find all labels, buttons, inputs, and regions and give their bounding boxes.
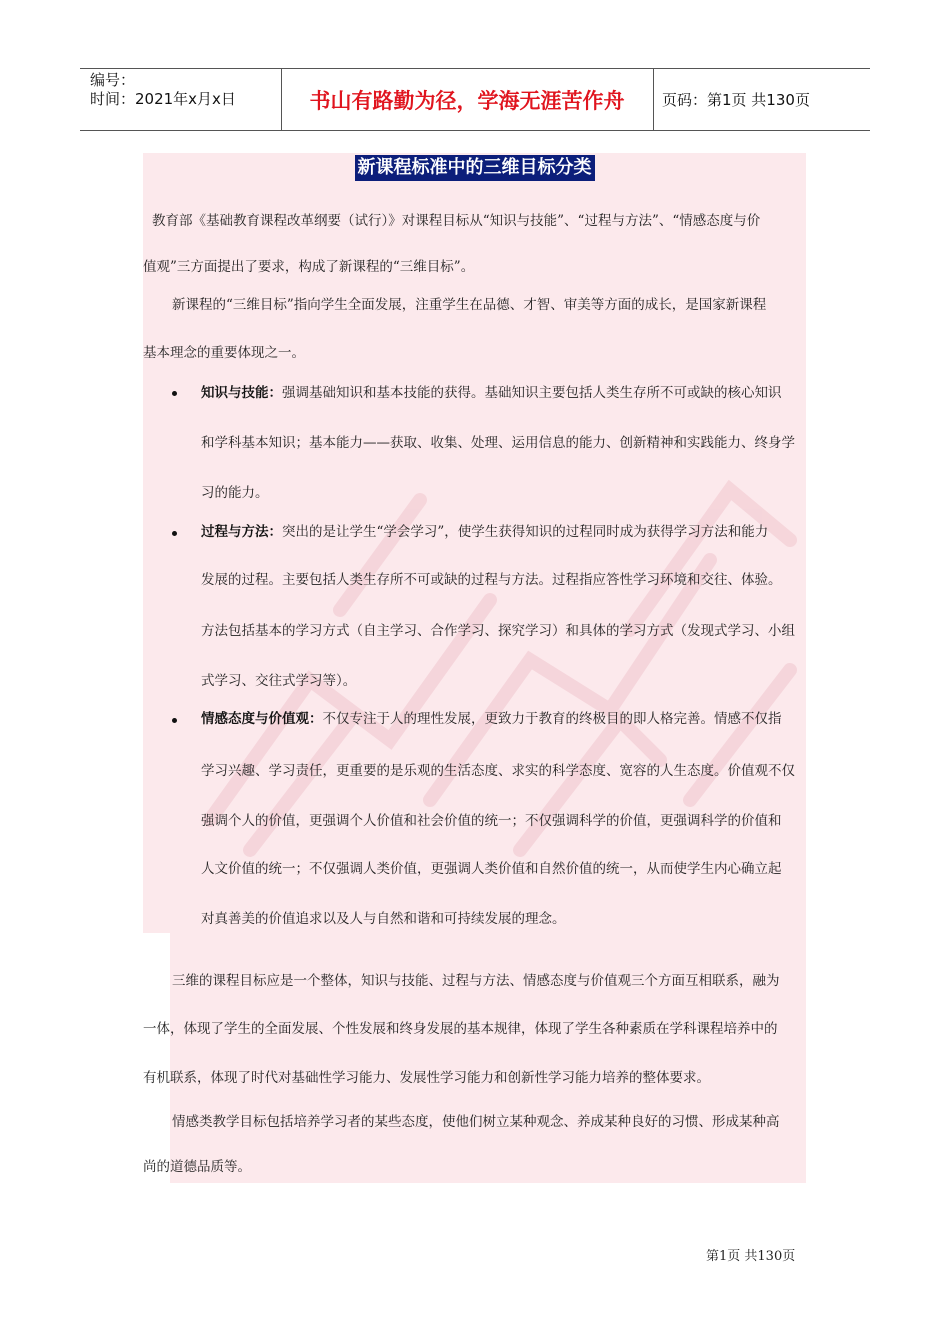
paragraph-line: 三维的课程目标应是一个整体，知识与技能、过程与方法、情感态度与价值观三个方面互相联系，融为 xyxy=(172,973,780,989)
bullet-dot xyxy=(172,718,177,723)
paragraph-line: 有机联系，体现了时代对基础性学习能力、发展性学习能力和创新性学习能力培养的整体要求。 xyxy=(143,1070,710,1086)
bullet-dot xyxy=(172,531,177,536)
bullet-term: 过程与方法： xyxy=(201,524,282,540)
bullet-line: 学习兴趣、学习责任，更重要的是乐观的生活态度、求实的科学态度、宽容的人生态度。价值观不仅 xyxy=(201,763,795,779)
bullet-line: 和学科基本知识；基本能力——获取、收集、处理、运用信息的能力、创新精神和实践能力、终身学 xyxy=(201,435,795,451)
bullet-text: 不仅专注于人的理性发展，更致力于教育的终极目的即人格完善。情感不仅指 xyxy=(322,711,782,727)
time-label: 时间：2021年x月x日 xyxy=(90,90,236,108)
bullet-text: 强调基础知识和基本技能的获得。基础知识主要包括人类生存所不可或缺的核心知识 xyxy=(282,385,782,401)
page-info: 页码：第1页 共130页 xyxy=(662,91,810,109)
bullet-line: 发展的过程。主要包括人类生存所不可或缺的过程与方法。过程指应答性学习环境和交往、体验。 xyxy=(201,572,782,588)
paragraph-line: 基本理念的重要体现之一。 xyxy=(143,345,305,361)
page-footer: 第1页 共130页 xyxy=(706,1249,796,1264)
paragraph-line: 一体，体现了学生的全面发展、个性发展和终身发展的基本规律，体现了学生各种素质在学科课程培养中的 xyxy=(143,1021,778,1037)
bullet-line xyxy=(201,696,782,742)
bullet-line: 式学习、交往式学习等）。 xyxy=(201,673,357,689)
page-header xyxy=(80,68,870,131)
bullet-term: 情感态度与价值观： xyxy=(201,711,323,727)
paragraph-line: 情感类教学目标包括培养学习者的某些态度，使他们树立某种观念、养成某种良好的习惯、形成某种高 xyxy=(172,1114,780,1130)
bullet-text: 突出的是让学生“学会学习”，使学生获得知识的过程同时成为获得学习方法和能力 xyxy=(282,524,769,540)
bullet-line: 强调个人的价值，更强调个人价值和社会价值的统一；不仅强调科学的价值，更强调科学的价值和 xyxy=(201,813,782,829)
bullet-term: 知识与技能： xyxy=(201,385,282,401)
paragraph-line: 尚的道德品质等。 xyxy=(143,1159,251,1175)
bullet-dot xyxy=(172,391,177,396)
number-label: 编号： xyxy=(90,71,136,89)
bullet-line: 人文价值的统一；不仅强调人类价值，更强调人类价值和自然价值的统一，从而使学生内心确立起 xyxy=(201,861,782,877)
bullet-line: 对真善美的价值追求以及人与自然和谐和可持续发展的理念。 xyxy=(201,911,566,927)
motto: 书山有路勤为径，学海无涯苦作舟 xyxy=(309,88,625,113)
bullet-line xyxy=(201,370,782,416)
header-meta xyxy=(90,71,280,109)
bullet-line xyxy=(201,509,768,555)
document-title: 新课程标准中的三维目标分类 xyxy=(355,155,595,181)
intro-line: 教育部《基础教育课程改革纲要（试行）》对课程目标从“知识与技能”、“过程与方法”、“情感态度与价 xyxy=(152,213,761,229)
paragraph-line: 新课程的“三维目标”指向学生全面发展，注重学生在品德、才智、审美等方面的成长，是国家新课程 xyxy=(172,297,767,313)
divider xyxy=(653,69,654,130)
intro-line: 值观”三方面提出了要求，构成了新课程的“三维目标”。 xyxy=(143,259,475,275)
bullet-line: 习的能力。 xyxy=(201,485,269,501)
title-wrap xyxy=(143,155,806,181)
bullet-line: 方法包括基本的学习方式（自主学习、合作学习、探究学习）和具体的学习方式（发现式学习、小组 xyxy=(201,623,795,639)
